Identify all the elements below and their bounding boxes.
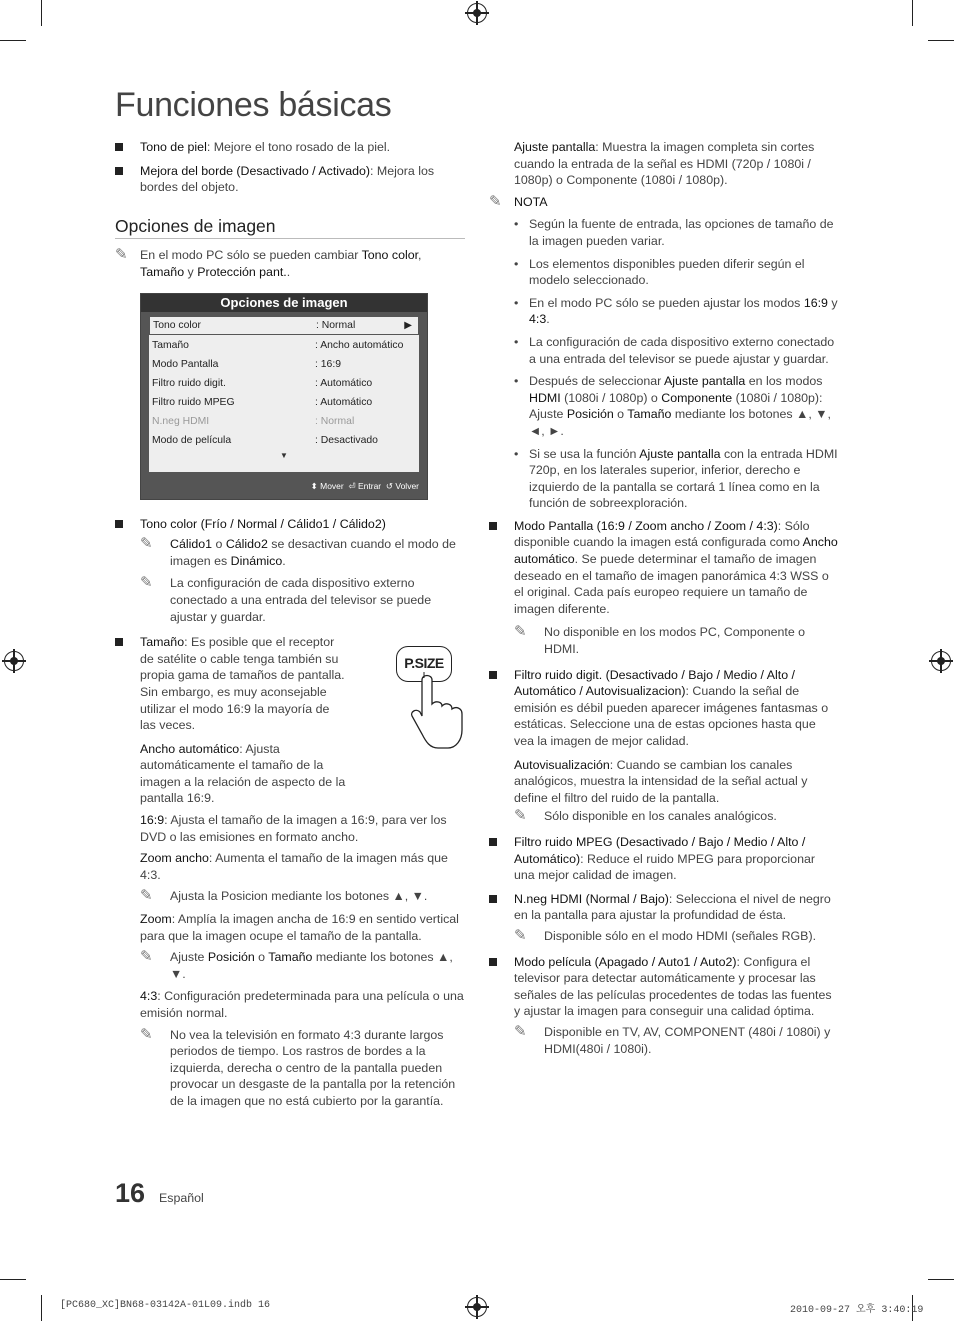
osd-row-nneg-hdmi: N.neg HDMI : Normal	[152, 415, 355, 427]
bullet-tamano: Tamaño: Es posible que el receptor de satélite o cable tenga también su propia gama de tamaños de pantalla. Sin embargo, es muy aconsejable utilizar el modo 16:9 la mayoría de las veces.	[115, 634, 345, 734]
list-item: • La configuración de cada dispositivo externo conectado a una entrada del televisor se puede ajustar y guardar.	[514, 334, 835, 366]
bullet-square-icon	[115, 638, 123, 646]
osd-menu-screenshot	[140, 293, 428, 500]
psize-button-icon: P.SIZE	[396, 646, 452, 682]
pencil-note-icon: ✎	[140, 948, 153, 966]
bullet-modo-pantalla: Modo Pantalla (16:9 / Zoom ancho / Zoom / 4:3): Sólo disponible cuando la imagen está configurada como Ancho automático. Se puede determinar el tamaño de imagen deseado en el tamaño de imagen panorámica 4:3 WSS o el original. Cada país europeo requiere un tamaño de imagen diferente.	[489, 518, 839, 618]
osd-list	[149, 316, 419, 472]
note-no-disponible: ✎ No disponible en los modos PC, Componente o HDMI.	[514, 623, 806, 657]
list-item: • En el modo PC sólo se pueden ajustar los modos 16:9 y 4:3.	[514, 295, 838, 327]
hand-press-icon	[408, 672, 468, 750]
bullet-mejora-borde: Mejora del borde (Desactivado / Activado): Mejora los bordes del objeto.	[115, 163, 465, 196]
pencil-note-icon: ✎	[140, 535, 153, 553]
pencil-note-icon: ✎	[140, 574, 153, 592]
pencil-note-icon: ✎	[489, 192, 502, 210]
bullet-nneg-hdmi: N.neg HDMI (Normal / Bajo): Selecciona el nivel de negro en la pantalla para ajustar la profundidad de ésta.	[489, 891, 839, 924]
note-canales-analogicos: ✎ Sólo disponible en los canales analógicos.	[514, 807, 777, 825]
print-slug-left: [PC680_XC]BN68-03142A-01L09.indb 16	[60, 1300, 271, 1311]
pencil-note-icon: ✎	[514, 623, 527, 641]
pencil-note-icon: ✎	[514, 807, 527, 825]
note-disponible-tv: ✎ Disponible en TV, AV, COMPONENT (480i / 1080i) y HDMI(480i / 1080i).	[514, 1022, 831, 1056]
note-hdmi-rgb: ✎ Disponible sólo en el modo HDMI (señales RGB).	[514, 926, 817, 944]
nota-list	[489, 216, 839, 512]
osd-row-tamano: Tamaño : Ancho automático	[152, 339, 404, 351]
nota-heading: ✎ NOTA	[489, 192, 548, 210]
option-ancho-automatico: Ancho automático: Ajusta automáticamente el tamaño de la imagen a la relación de aspecto de la pantalla 16:9.	[140, 741, 346, 806]
list-item: • Después de seleccionar Ajuste pantalla en los modos HDMI (1080i / 1080p) o Componente (1080i / 1080p): Ajuste Posición o Tamaño mediante los botones ▲, ▼, ◄, ►.	[514, 374, 831, 438]
note-ajuste-posicion: ✎ Ajuste Posición o Tamaño mediante los botones ▲, ▼.	[140, 948, 453, 981]
osd-row-modo-pantalla: Modo Pantalla : 16:9	[152, 358, 341, 370]
note-pc-mode: ✎ En el modo PC sólo se pueden cambiar Tono color, Tamaño y Protección pant..	[115, 246, 422, 279]
note-calido: ✎ Cálido1 o Cálido2 se desactivan cuando el modo de imagen es Dinámico.	[140, 535, 456, 568]
osd-row-tono-color: Tono color : Normal ▶	[149, 316, 419, 335]
crop-mark	[41, 1295, 42, 1321]
updown-icon: ⬍	[310, 480, 318, 491]
page-number: 16	[115, 1178, 146, 1208]
option-autovisualizacion: Autovisualización: Cuando se cambian los canales analógicos, muestra la intensidad de la señal actual y define el filtro del ruido de la pantalla.	[514, 757, 808, 805]
crop-mark	[928, 1279, 954, 1280]
bullet-square-icon	[115, 167, 123, 175]
arrow-right-icon: ▶	[404, 319, 412, 331]
registration-mark-icon	[4, 651, 24, 671]
osd-row-filtro-mpeg: Filtro ruido MPEG : Automático	[152, 396, 373, 408]
osd-footer: ⬍ Mover ⏎ Entrar ↺ Volver	[310, 480, 419, 491]
bullet-square-icon	[489, 895, 497, 903]
scroll-down-icon: ▼	[280, 450, 288, 460]
right-column	[489, 139, 839, 1063]
enter-icon: ⏎	[348, 480, 356, 491]
bullet-tono-color: Tono color (Frío / Normal / Cálido1 / Cálido2)	[115, 516, 465, 533]
crop-mark	[928, 40, 954, 41]
crop-mark	[41, 0, 42, 26]
print-slug-right: 2010-09-27 오후 3:40:19	[790, 1305, 924, 1316]
bullet-square-icon	[489, 958, 497, 966]
pencil-note-icon: ✎	[514, 926, 527, 944]
option-zoom: Zoom: Amplía la imagen ancha de 16:9 en sentido vertical para que la imagen ocupe el tamaño de la pantalla.	[140, 912, 459, 943]
option-ajuste-pantalla: Ajuste pantalla: Muestra la imagen completa sin cortes cuando la entrada de la señal es HDMI (720p / 1080i / 1080p) o Componente (1080i / 1080p).	[514, 140, 815, 188]
option-4-3: 4:3: Configuración predeterminada para una película o una emisión normal.	[140, 989, 464, 1020]
bullet-filtro-ruido-digit: Filtro ruido digit. (Desactivado / Bajo / Medio / Alto / Automático / Autovisualizacion): Cuando la señal de emisión es débil pueden aparecer imágenes fantasmas o estáticas. Seleccione una de estas opciones hasta que vea la imagen de mejor calidad.	[489, 667, 839, 750]
registration-mark-icon	[467, 3, 487, 23]
note-posicion: ✎ Ajusta la Posicion mediante los botones ▲, ▼.	[140, 887, 428, 905]
bullet-filtro-ruido-mpeg: Filtro ruido MPEG (Desactivado / Bajo / Medio / Alto / Automático): Reduce el ruido MPEG para proporcionar una mejor calidad de imagen.	[489, 834, 839, 884]
footer-language: Español	[159, 1191, 204, 1205]
bullet-square-icon	[489, 838, 497, 846]
left-column	[115, 139, 465, 1116]
list-item: • Según la fuente de entrada, las opciones de tamaño de la imagen pueden variar.	[514, 217, 834, 248]
note-4-3-warning: ✎ No vea la televisión en formato 4:3 durante largos periodos de tiempo. Los rastros de bordes a la izquierda, derecha o centro de la pantalla pueden provocar un desgaste de la pantalla por la retención de la imagen que no está cubierto por la garantía.	[140, 1025, 456, 1108]
bullet-square-icon	[115, 520, 123, 528]
crop-mark	[912, 0, 913, 26]
pencil-note-icon: ✎	[140, 887, 153, 905]
bullet-modo-pelicula: Modo película (Apagado / Auto1 / Auto2): Configura el televisor para detectar automáticamente y procesar las señales de las películas procedentes de todas las fuentes y ajustar la imagen para conseguir una calidad óptima.	[489, 954, 839, 1020]
option-zoom-ancho: Zoom ancho: Aumenta el tamaño de la imagen más que 4:3.	[140, 851, 448, 882]
bullet-square-icon	[489, 671, 497, 679]
registration-mark-icon	[467, 1297, 487, 1317]
osd-title: Opciones de imagen	[141, 294, 427, 312]
page-title: Funciones básicas	[115, 86, 392, 124]
list-item: • Los elementos disponibles pueden diferir según el modelo seleccionado.	[514, 256, 805, 288]
section-heading: Opciones de imagen	[115, 218, 465, 240]
list-item: • Si se usa la función Ajuste pantalla con la entrada HDMI 720p, en los laterales superior, inferior, derecho e izquierdo de la pantalla se cortará 1 línea como en la función de sobreexploración.	[514, 446, 838, 511]
bullet-square-icon	[115, 143, 123, 151]
bullet-square-icon	[489, 522, 497, 530]
osd-row-modo-pelicula: Modo de película : Desactivado	[152, 434, 378, 446]
osd-row-filtro-digit: Filtro ruido digit. : Automático	[152, 377, 373, 389]
crop-mark	[0, 1279, 26, 1280]
pencil-note-icon: ✎	[140, 1025, 153, 1043]
return-icon: ↺	[385, 480, 393, 491]
crop-mark	[0, 40, 26, 41]
registration-mark-icon	[931, 651, 951, 671]
option-16-9: 16:9: Ajusta el tamaño de la imagen a 16:9, para ver los DVD o las emisiones en formato ancho.	[140, 813, 447, 844]
note-config-dispositivo: ✎ La configuración de cada dispositivo externo conectado a una entrada del televisor se puede ajustar y guardar.	[140, 574, 432, 624]
pencil-note-icon: ✎	[514, 1022, 527, 1040]
pencil-note-icon: ✎	[115, 246, 128, 264]
bullet-tono-piel: Tono de piel: Mejore el tono rosado de la piel.	[115, 139, 465, 156]
